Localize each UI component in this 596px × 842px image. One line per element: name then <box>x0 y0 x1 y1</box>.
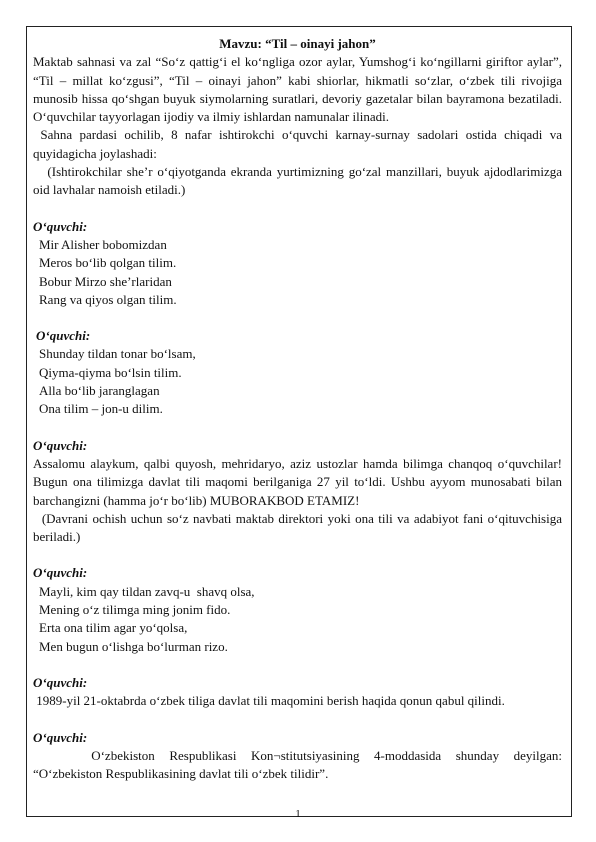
poem-stanza-3 <box>33 583 562 656</box>
intro-paragraph-1: Maktab sahnasi va zal “So‘z qattig‘i el ko‘ngliga ozor aylar, Yumshog‘i ko‘ngillarni giriftor aylar”, “Til – millat ko‘zgusi”, “Til – oinayi jahon” kabi shiorlar, hikmatli so‘zlar, o‘zbek tili rivojiga munosib hissa qo‘shgan buyuk siymolarning suratlari, devoriy gazetalar bilan bayramona bezatiladi. O‘quvchilar tayyorlagan ijodiy va ilmiy ishlardan namunalar ilinadi. <box>33 54 562 125</box>
law-paragraph: 1989-yil 21-oktabrda o‘zbek tiliga davlat tili maqomini berish haqida qonun qabul qilindi. <box>33 693 505 709</box>
poem-line: Men bugun o‘lishga bo‘lurman rizo. <box>39 638 228 654</box>
poem-line: Bobur Mirzo she’rlaridan <box>39 273 172 289</box>
poem-line: Shunday tildan tonar bo‘lsam, <box>39 346 196 362</box>
poem-line: Ona tilim – jon-u dilim. <box>39 401 163 417</box>
poem-line: Meros bo‘lib qolgan tilim. <box>39 255 177 271</box>
page-number: 1 <box>295 808 301 820</box>
intro-paragraph-3: (Ishtirokchilar she’r o‘qiyotganda ekranda yurtimizning go‘zal manzillari, buyuk ajdodlarimizga oid lavhalar namoish etiladi.) <box>33 164 566 198</box>
speaker-label: O‘quvchi: <box>36 328 91 344</box>
speaker-label: O‘quvchi: <box>33 218 88 234</box>
document-body <box>33 35 566 783</box>
speaker-label: O‘quvchi: <box>33 437 88 453</box>
poem-stanza-1 <box>33 236 562 309</box>
stage-direction: (Davrani ochish uchun so‘z navbati maktab direktori yoki ona tili va adabiyot fani o‘qituvchisiga beriladi.) <box>33 510 566 545</box>
poem-line: Rang va qiyos olgan tilim. <box>39 291 177 307</box>
poem-stanza-2 <box>33 345 562 418</box>
poem-line: Erta ona tilim agar yo‘qolsa, <box>39 620 188 636</box>
speaker-label: O‘quvchi: <box>33 674 88 690</box>
speaker-label: O‘quvchi: <box>33 565 88 581</box>
poem-line: Mayli, kim qay tildan zavq-u shavq olsa, <box>39 583 255 599</box>
poem-line: Qiyma-qiyma bo‘lsin tilim. <box>39 364 182 380</box>
intro-paragraph-2: Sahna pardasi ochilib, 8 nafar ishtirokchi o‘quvchi karnay-surnay sadolari ostida chiqadi va quyidagicha joylashadi: <box>33 127 566 161</box>
poem-line: Alla bo‘lib jaranglagan <box>39 383 160 399</box>
constitution-paragraph-line-2: “O‘zbekiston Respublikasining davlat tili o‘zbek tilidir”. <box>33 766 329 782</box>
poem-line: Mir Alisher bobomizdan <box>39 236 167 252</box>
speaker-label: O‘quvchi: <box>33 729 88 745</box>
constitution-paragraph-line-1: O‘zbekiston Respublikasi Kon¬stitutsiyasining 4-moddasida shunday deyilgan: <box>33 747 562 763</box>
poem-line: Mening o‘z tilimga ming jonim fido. <box>39 602 231 618</box>
page-title: Mavzu: “Til – oinayi jahon” <box>219 36 376 51</box>
greeting-paragraph: Assalomu alaykum, qalbi quyosh, mehridaryo, aziz ustozlar hamda bilimga chanqoq o‘quvchilar! Bugun ona tilimizga davlat tili maqomi berilganiga 27 yil to‘ldi. Ushbu ayyom munosabati bilan barchangizni (hamma jo‘r bo‘lib) MUBORAKBOD ETAMIZ! <box>33 455 562 508</box>
